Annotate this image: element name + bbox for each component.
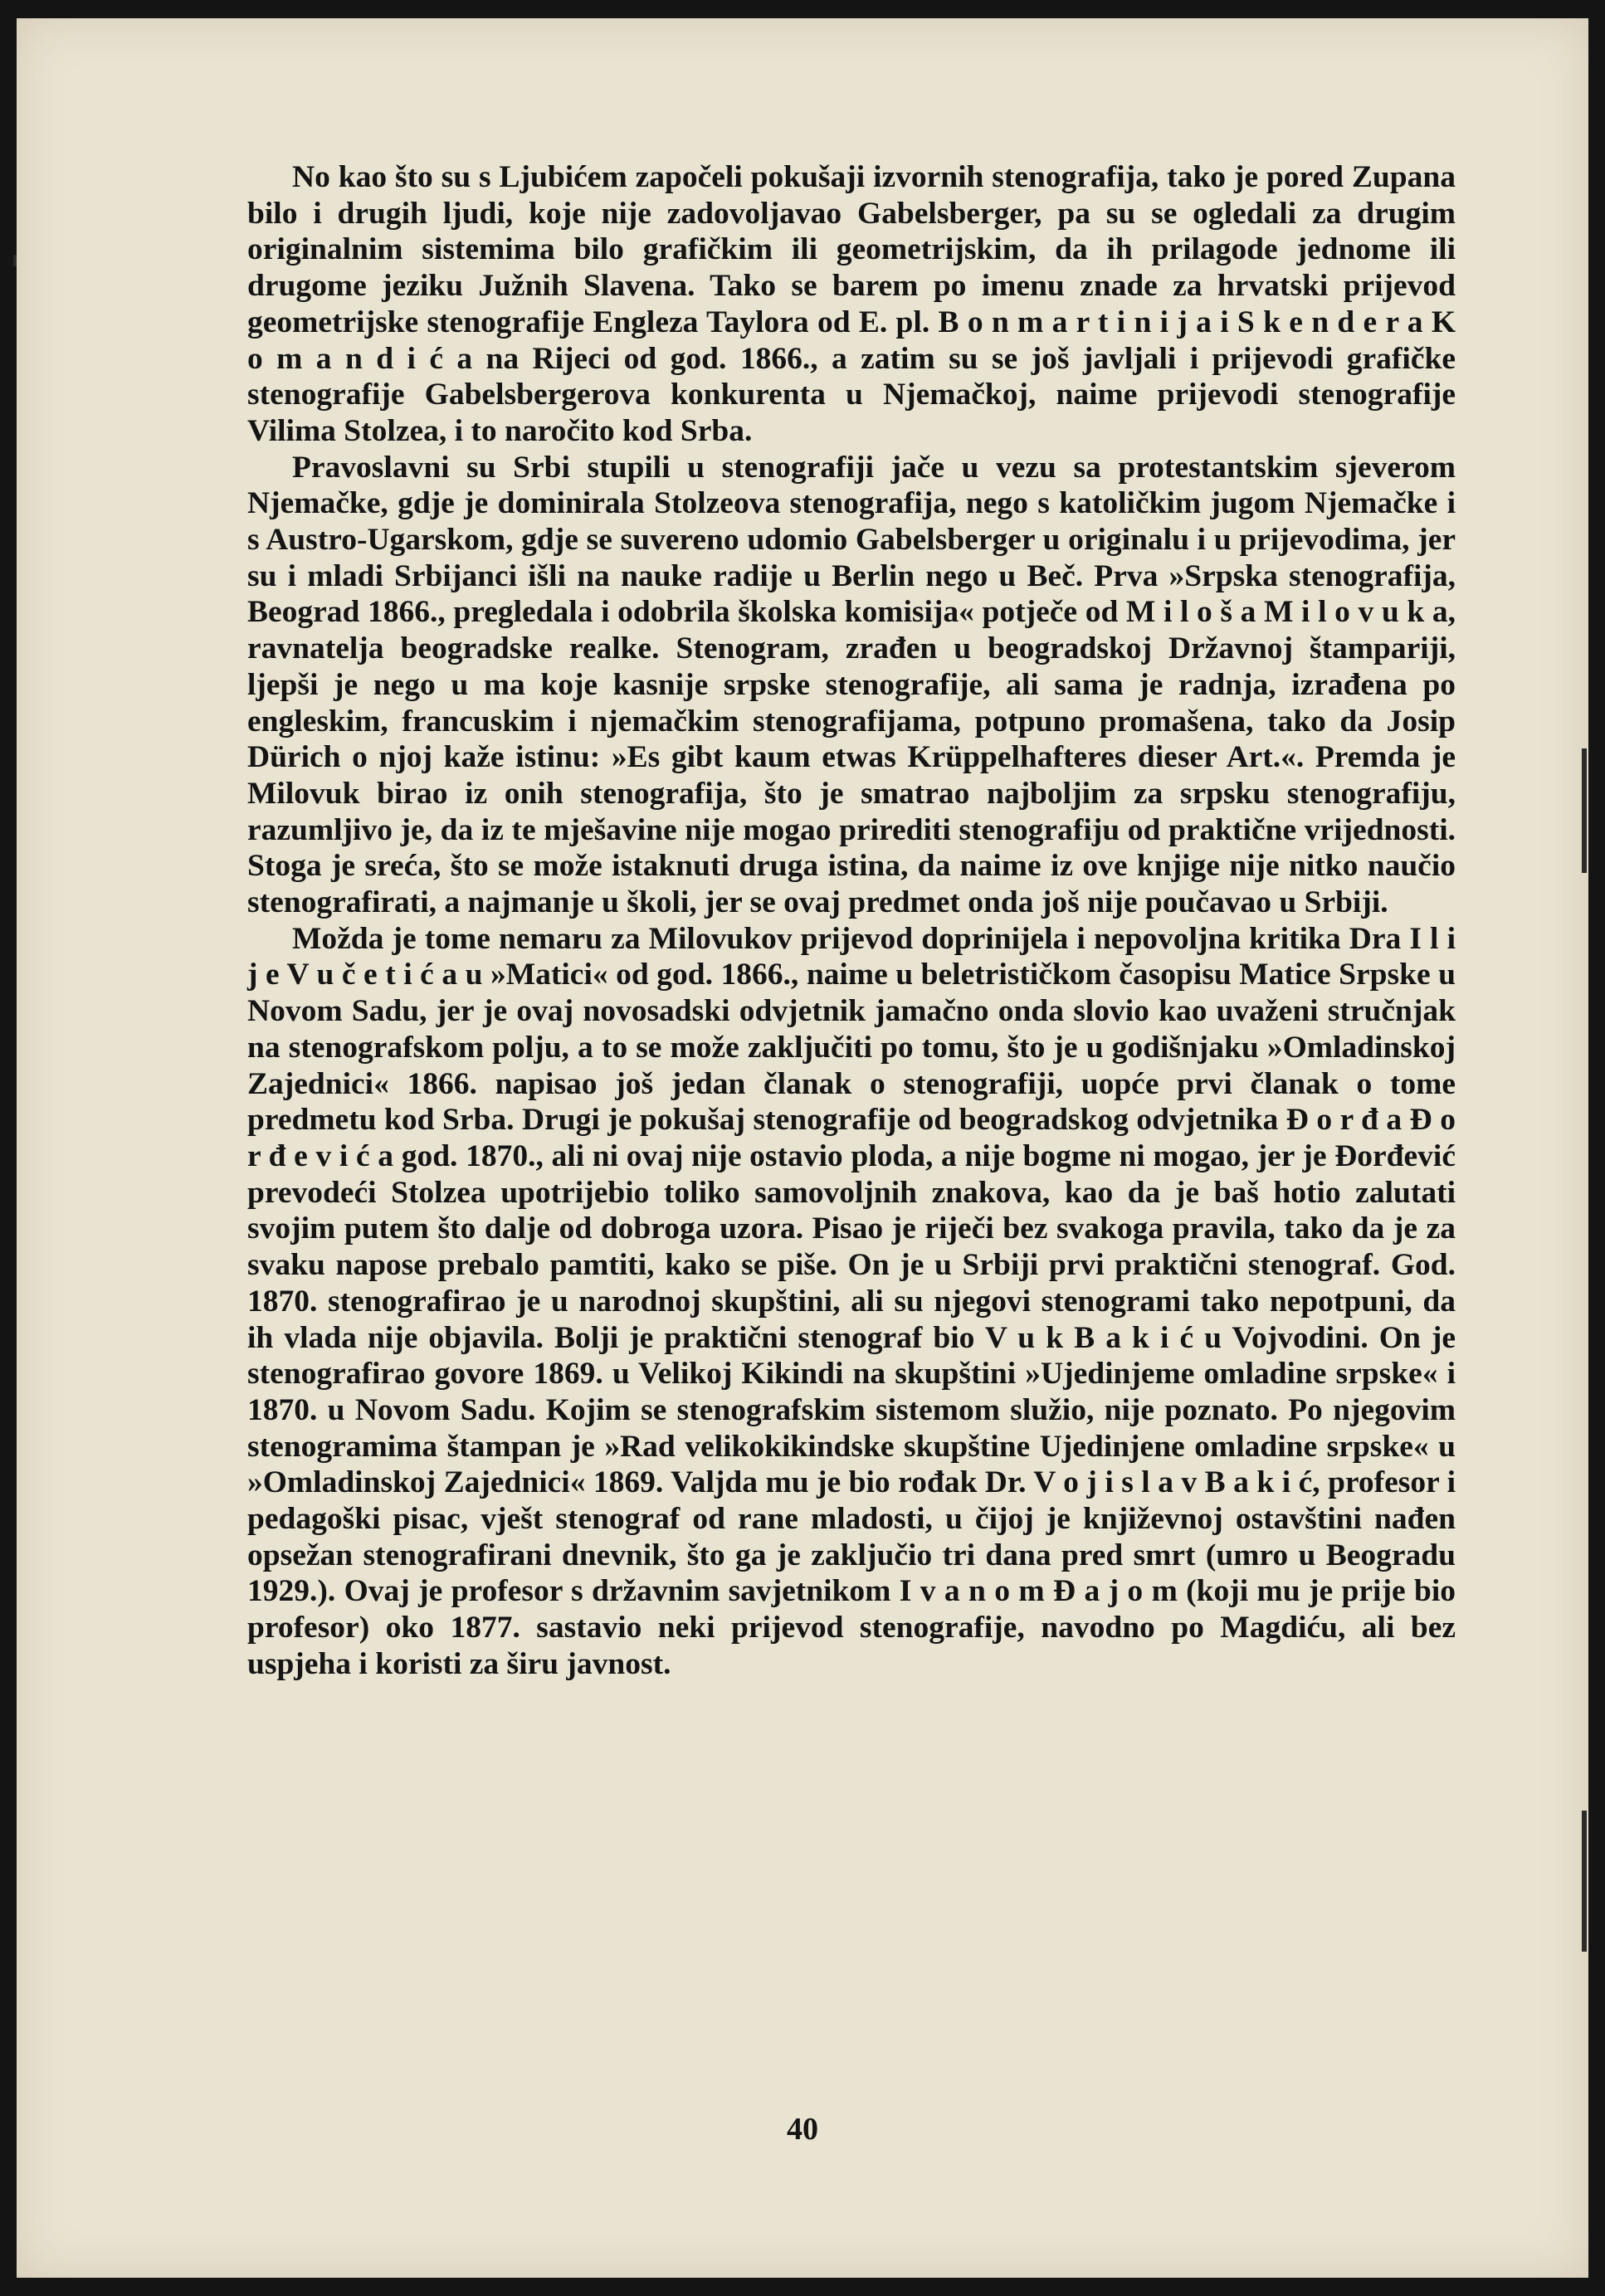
body-text bbox=[247, 159, 1456, 1683]
paragraph-3: Možda je tome nemaru za Milovukov prijevod doprinijela i nepovoljna kritika Dra I l i j e V u č e t i ć a u »Matici« od god. 1866., naime u beletrističkom časopisu Matice Srpske u Novom Sadu, jer je ovaj novosadski odvjetnik jamačno onda slovio kao uvaženi stručnjak na stenografskom polju, a to se može zaključiti po tomu, što je u godišnjaku »Omladinskoj Zajednici« 1866. napisao još jedan članak o stenografiji, uopće prvi članak o tome predmetu kod Srba. Drugi je pokušaj stenografije od beogradskog odvjetnika Đ o r đ a Đ o r đ e v i ć a god. 1870., ali ni ovaj nije ostavio ploda, a nije bogme ni mogao, jer je Đorđević prevodeći Stolzea upotrijebio toliko samovoljnih znakova, kao da je baš hotio zalutati svojim putem što dalje od dobroga uzora. Pisao je riječi bez svakoga pravila, tako da je za svaku napose prebalo pamtiti, kako se piše. On je u Srbiji prvi praktični stenograf. God. 1870. stenografirao je u narodnoj skupštini, ali su njegovi stenogrami tako nepotpuni, da ih vlada nije objavila. Bolji je praktični stenograf bio V u k B a k i ć u Vojvodini. On je stenografirao govore 1869. u Velikoj Kikindi na skupštini »Ujedinjeme omladine srpske« i 1870. u Novom Sadu. Kojim se stenografskim sistemom služio, nije poznato. Po njegovim stenogramima štampan je »Rad velikokikindske skupštine Ujedinjene omladine srpske« u »Omladinskoj Zajednici« 1869. Valjda mu je bio rođak Dr. V o j i s l a v B a k i ć, profesor i pedagoški pisac, vješt stenograf od rane mladosti, u čijoj je književnoj ostavštini nađen opsežan stenografirani dnevnik, što ga je zaključio tri dana pred smrt (umro u Beogradu 1929.). Ovaj je profesor s državnim savjetnikom I v a n o m Đ a j o m (koji mu je prije bio profesor) oko 1877. sastavio neki prijevod stenografije, navodno po Magdiću, ali bez uspjeha i koristi za širu javnost. bbox=[247, 921, 1456, 1681]
right-edge-shadow-2 bbox=[1582, 1811, 1587, 1952]
page-number: 40 bbox=[787, 2112, 818, 2147]
left-margin-mark bbox=[13, 255, 17, 266]
right-edge-shadow-1 bbox=[1582, 748, 1587, 873]
book-page bbox=[17, 18, 1588, 2278]
paragraph-1: No kao što su s Ljubićem započeli pokušaji izvornih stenografija, tako je pored Zupana bilo i drugih ljudi, koje nije zadovoljavao Gabelsberger, pa su se ogledali za drugim originalnim sistemima bilo grafičkim ili geometrijskim, da ih prilagode jednome ili drugome jeziku Južnih Slavena. Tako se barem po imenu znade za hrvatski prijevod geometrijske stenografije Engleza Taylora od E. pl. B o n m a r t i n i j a i S k e n d e r a K o m a n d i ć a na Rijeci od god. 1866., a zatim su se još javljali i prijevodi grafičke stenografije Gabelsbergerova konkurenta u Njemačkoj, naime prijevodi stenografije Vilima Stolzea, i to naročito kod Srba. bbox=[247, 160, 1456, 448]
paragraph-2: Pravoslavni su Srbi stupili u stenografiji jače u vezu sa protestantskim sjeverom Njemačke, gdje je dominirala Stolzeova stenografija, nego s katoličkim jugom Njemačke i s Austro-Ugarskom, gdje se suvereno udomio Gabelsberger u originalu i u prijevodima, jer su i mladi Srbijanci išli na nauke radije u Berlin nego u Beč. Prva »Srpska stenografija, Beograd 1866., pregledala i odobrila školska komisija« potječe od M i l o š a M i l o v u k a, ravnatelja beogradske realke. Stenogram, zrađen u beogradskoj Državnoj štampariji, ljepši je nego u ma koje kasnije srpske stenografije, ali sama je radnja, izrađena po engleskim, francuskim i njemačkim stenografijama, potpuno promašena, tako da Josip Dürich o njoj kaže istinu: »Es gibt kaum etwas Krüppelhafteres dieser Art.«. Premda je Milovuk birao iz onih stenografija, što je smatrao najboljim za srpsku stenografiju, razumljivo je, da iz te mješavine nije mogao prirediti stenografiju od praktične vrijednosti. Stoga je sreća, što se može istaknuti druga istina, da naime iz ove knjige nije nitko naučio stenografirati, a najmanje u školi, jer se ovaj predmet onda još nije poučavao u Srbiji. bbox=[247, 450, 1456, 920]
